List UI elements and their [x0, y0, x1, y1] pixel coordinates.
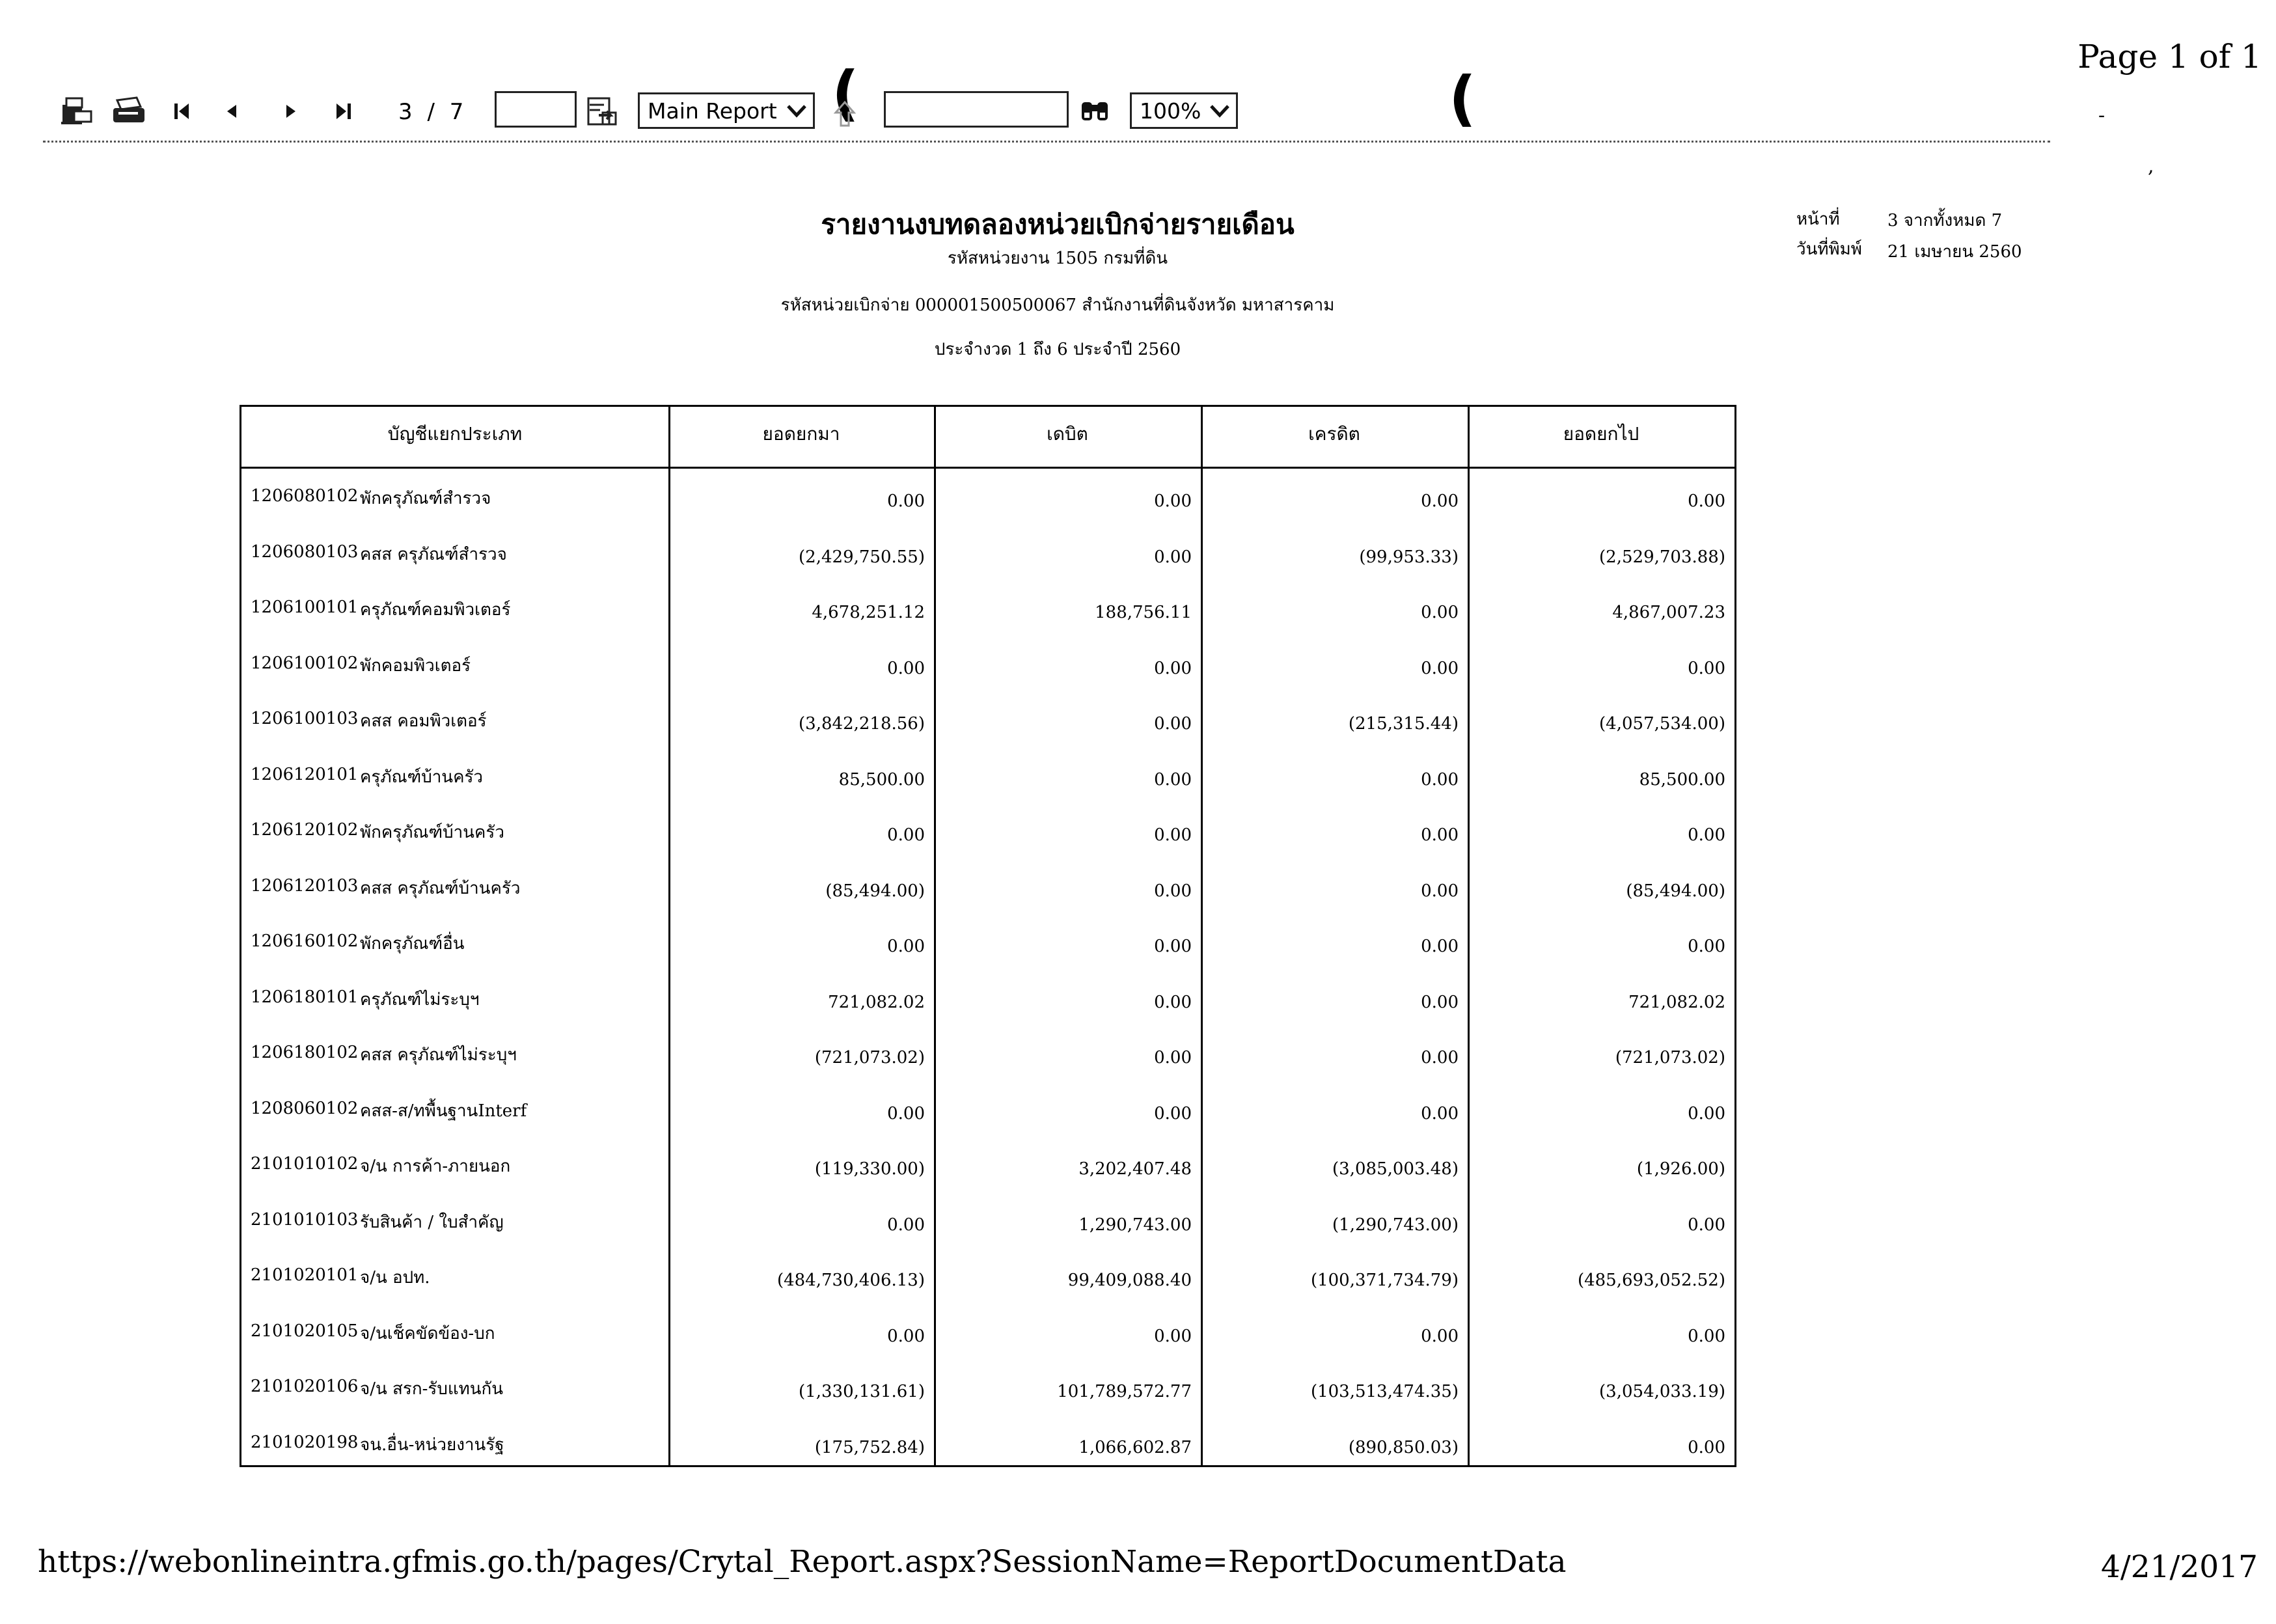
agency-code: รหัสหน่วยงาน 1505 กรมที่ดิน	[947, 249, 1168, 268]
account-code-cell: 1206180102	[251, 1043, 359, 1062]
credit-cell: 0.00	[1421, 1048, 1459, 1067]
account-name-cell: ครุภัณฑ์บ้านครัว	[360, 767, 484, 787]
credit-cell: 0.00	[1421, 603, 1459, 622]
debit-cell: 1,290,743.00	[1078, 1215, 1192, 1235]
print-timestamp: 4/21/2017	[2101, 1549, 2258, 1585]
carried-forward-cell: 0.00	[1688, 1326, 1725, 1346]
page-number-value: 3 จากทั้งหมด 7	[1887, 211, 2003, 230]
account-name-cell: จ/นเช็คขัดข้อง-บก	[360, 1323, 495, 1343]
debit-cell: 0.00	[1154, 769, 1192, 790]
debit-cell: 0.00	[1154, 1048, 1192, 1067]
export-icon[interactable]	[60, 96, 94, 126]
debit-cell: 99,409,088.40	[1067, 1271, 1192, 1290]
account-code-cell: 1206160102	[251, 931, 359, 951]
brought-forward-cell: 0.00	[887, 1103, 925, 1123]
account-code-cell: 2101020101	[251, 1265, 359, 1285]
debit-cell: 101,789,572.77	[1057, 1382, 1192, 1401]
carried-forward-cell: (1,926.00)	[1636, 1159, 1725, 1179]
table-row	[241, 920, 1734, 976]
account-name-cell: รับสินค้า / ใบสำคัญ	[360, 1212, 504, 1232]
debit-cell: 0.00	[1154, 491, 1192, 511]
carried-forward-cell: (3,054,033.19)	[1599, 1382, 1725, 1401]
account-name-cell: พักคอมพิวเตอร์	[360, 655, 471, 676]
carried-forward-cell: 0.00	[1688, 825, 1725, 845]
account-code-cell: 2101020106	[251, 1377, 359, 1396]
debit-cell: 0.00	[1154, 658, 1192, 678]
credit-cell: (890,850.03)	[1348, 1437, 1459, 1457]
credit-cell: 0.00	[1421, 937, 1459, 956]
carried-forward-cell: 0.00	[1688, 658, 1725, 678]
table-row	[241, 1421, 1734, 1477]
account-code-cell: 2101020105	[251, 1321, 359, 1341]
credit-cell: (99,953.33)	[1359, 547, 1459, 567]
table-row	[241, 530, 1734, 586]
credit-cell: 0.00	[1421, 1103, 1459, 1123]
brought-forward-cell: 0.00	[887, 658, 925, 678]
credit-cell: 0.00	[1421, 658, 1459, 678]
account-name-cell: คสส ครุภัณฑ์บ้านครัว	[360, 878, 521, 898]
account-name-cell: จ/น สรก-รับแทนกัน	[360, 1379, 504, 1399]
zoom-select-value: 100%	[1140, 98, 1201, 124]
page-indicator: 3 / 7	[398, 99, 468, 125]
account-code-cell: 1206120103	[251, 875, 359, 896]
table-row	[241, 1142, 1734, 1198]
account-code-cell: 1206100102	[251, 653, 359, 673]
table-row	[241, 753, 1734, 809]
debit-cell: 0.00	[1154, 1326, 1192, 1346]
account-name-cell: คสส ครุภัณฑ์สำรวจ	[360, 544, 507, 564]
account-name-cell: จน.อื่น-หน่วยงานรัฐ	[360, 1435, 504, 1455]
debit-cell: 0.00	[1154, 937, 1192, 956]
disbursement-unit: รหัสหน่วยเบิกจ่าย 000001500500067 สำนักงานที่ดินจังหวัด มหาสารคาม	[780, 296, 1335, 315]
carried-forward-cell: 0.00	[1688, 491, 1725, 511]
account-code-cell: 2101010103	[251, 1209, 359, 1230]
carried-forward-cell: 0.00	[1688, 1103, 1725, 1123]
table-row	[241, 586, 1734, 642]
report-title: รายงานงบทดลองหน่วยเบิกจ่ายรายเดือน	[821, 208, 1295, 240]
column-header-brought-forward: ยอดยกมา	[762, 423, 840, 445]
carried-forward-cell: 0.00	[1688, 937, 1725, 956]
account-name-cell: พักครุภัณฑ์อื่น	[360, 934, 465, 954]
debit-cell: 0.00	[1154, 881, 1192, 901]
carried-forward-cell: 0.00	[1688, 1215, 1725, 1235]
table-row	[241, 697, 1734, 753]
account-code-cell: 1206120101	[251, 764, 359, 784]
trial-balance-table	[240, 405, 1736, 1467]
brought-forward-cell: 0.00	[887, 825, 925, 845]
debit-cell: 188,756.11	[1095, 603, 1192, 622]
carried-forward-cell: (85,494.00)	[1626, 881, 1725, 901]
carried-forward-cell: 721,082.02	[1628, 992, 1725, 1012]
brought-forward-cell: 4,678,251.12	[812, 603, 925, 622]
account-code-cell: 1206100101	[251, 598, 359, 617]
carried-forward-cell: 4,867,007.23	[1612, 603, 1725, 622]
chevron-down-icon	[1209, 100, 1231, 122]
table-row	[241, 808, 1734, 864]
column-header-credit: เครดิต	[1308, 423, 1360, 445]
account-name-cell: คสส คอมพิวเตอร์	[360, 711, 487, 731]
column-header-debit: เดบิต	[1047, 423, 1088, 445]
goto-page-input[interactable]	[495, 91, 577, 128]
report-viewer-toolbar	[39, 59, 2057, 137]
credit-cell: (103,513,474.35)	[1310, 1382, 1459, 1401]
table-row	[241, 1365, 1734, 1421]
table-row	[241, 1031, 1734, 1087]
debit-cell: 1,066,602.87	[1078, 1437, 1192, 1457]
debit-cell: 0.00	[1154, 547, 1192, 567]
print-icon[interactable]	[111, 96, 147, 126]
credit-cell: (215,315.44)	[1348, 714, 1459, 734]
print-date	[1796, 236, 2022, 262]
credit-cell: 0.00	[1421, 881, 1459, 901]
toolbar-divider	[43, 141, 2050, 143]
debit-cell: 0.00	[1154, 1103, 1192, 1123]
table-row	[241, 1310, 1734, 1366]
loading-crescent-icon: (	[832, 59, 860, 128]
carried-forward-cell: (2,529,703.88)	[1599, 547, 1725, 567]
table-row	[241, 976, 1734, 1032]
account-code-cell: 1206180101	[251, 987, 359, 1007]
account-code-cell: 2101010102	[251, 1154, 359, 1174]
table-row	[241, 1254, 1734, 1310]
brought-forward-cell: (3,842,218.56)	[799, 714, 925, 734]
scan-mark: -	[2098, 104, 2105, 127]
find-icon[interactable]	[1079, 96, 1110, 126]
debit-cell: 0.00	[1154, 992, 1192, 1012]
account-name-cell: พักครุภัณฑ์บ้านครัว	[360, 823, 504, 842]
account-code-cell: 2101020198	[251, 1432, 359, 1452]
page-number-label: หน้าที่	[1796, 210, 1840, 229]
brought-forward-cell: 0.00	[887, 937, 925, 956]
brought-forward-cell: 0.00	[887, 1215, 925, 1235]
carried-forward-cell: 0.00	[1688, 1437, 1725, 1457]
prev-page-icon[interactable]	[225, 96, 238, 126]
account-name-cell: จ/น อปท.	[360, 1268, 430, 1287]
account-name-cell: คสส-ส/ทพื้นฐานInterf	[360, 1101, 527, 1121]
brought-forward-cell: 0.00	[887, 1326, 925, 1346]
account-name-cell: จ/น การค้า-ภายนอก	[360, 1157, 511, 1176]
search-input[interactable]	[884, 91, 1069, 128]
account-code-cell: 1206080102	[251, 486, 359, 506]
account-name-cell: ครุภัณฑ์คอมพิวเตอร์	[360, 600, 511, 620]
column-header-account: บัญชีแยกประเภท	[387, 423, 523, 445]
page-url: https://webonlineintra.gfmis.go.th/pages/Crytal_Report.aspx?SessionName=ReportDocumentData	[38, 1544, 1567, 1580]
brought-forward-cell: 85,500.00	[838, 769, 925, 790]
chevron-down-icon	[786, 100, 808, 122]
account-code-cell: 1208060102	[251, 1098, 359, 1118]
account-name-cell: ครุภัณฑ์ไม่ระบุฯ	[360, 989, 480, 1010]
page-count-label: Page 1 of 1	[2077, 38, 2262, 76]
credit-cell: 0.00	[1421, 992, 1459, 1012]
brought-forward-cell: 721,082.02	[828, 992, 925, 1012]
group-tree-up-icon[interactable]	[832, 99, 858, 129]
account-name-cell: พักครุภัณฑ์สำรวจ	[360, 489, 491, 508]
credit-cell: (1,290,743.00)	[1332, 1215, 1459, 1235]
scan-mark: ,	[2148, 155, 2154, 178]
account-code-cell: 1206080103	[251, 542, 359, 562]
column-header-carried-forward: ยอดยกไป	[1563, 423, 1639, 445]
goto-page-icon[interactable]	[584, 96, 618, 126]
page-number	[1796, 206, 2003, 232]
zoom-select[interactable]	[1130, 92, 1238, 129]
account-code-cell: 1206120102	[251, 820, 359, 840]
brought-forward-cell: (484,730,406.13)	[776, 1271, 925, 1290]
account-name-cell: คสส ครุภัณฑ์ไม่ระบุฯ	[360, 1045, 517, 1065]
brought-forward-cell: (2,429,750.55)	[799, 547, 925, 567]
table-row	[241, 864, 1734, 920]
table-row	[241, 642, 1734, 698]
brought-forward-cell: 0.00	[887, 491, 925, 511]
credit-cell: 0.00	[1421, 769, 1459, 790]
print-date-label: วันที่พิมพ์	[1796, 240, 1862, 259]
brought-forward-cell: (85,494.00)	[825, 881, 925, 901]
carried-forward-cell: (721,073.02)	[1615, 1048, 1725, 1067]
report-select-value: Main Report	[648, 98, 777, 124]
carried-forward-cell: 85,500.00	[1639, 769, 1725, 790]
brought-forward-cell: (119,330.00)	[814, 1159, 925, 1179]
credit-cell: 0.00	[1421, 1326, 1459, 1346]
credit-cell: (100,371,734.79)	[1310, 1271, 1459, 1290]
debit-cell: 3,202,407.48	[1078, 1159, 1192, 1179]
debit-cell: 0.00	[1154, 825, 1192, 845]
brought-forward-cell: (1,330,131.61)	[799, 1382, 925, 1401]
carried-forward-cell: (485,693,052.52)	[1577, 1271, 1725, 1290]
account-code-cell: 1206100103	[251, 709, 359, 728]
table-row	[241, 1198, 1734, 1254]
print-date-value: 21 เมษายน 2560	[1887, 242, 2022, 262]
brought-forward-cell: (175,752.84)	[814, 1437, 925, 1457]
credit-cell: 0.00	[1421, 491, 1459, 511]
first-page-icon[interactable]	[173, 96, 190, 126]
credit-cell: 0.00	[1421, 825, 1459, 845]
report-period: ประจำงวด 1 ถึง 6 ประจำปี 2560	[934, 340, 1181, 359]
loading-crescent-icon: (	[1449, 64, 1477, 133]
debit-cell: 0.00	[1154, 714, 1192, 734]
next-page-icon[interactable]	[285, 96, 298, 126]
carried-forward-cell: (4,057,534.00)	[1599, 714, 1725, 734]
report-select[interactable]	[638, 92, 815, 129]
brought-forward-cell: (721,073.02)	[814, 1048, 925, 1067]
credit-cell: (3,085,003.48)	[1332, 1159, 1459, 1179]
last-page-icon[interactable]	[335, 96, 352, 126]
table-row	[241, 1087, 1734, 1143]
table-row	[241, 475, 1734, 530]
